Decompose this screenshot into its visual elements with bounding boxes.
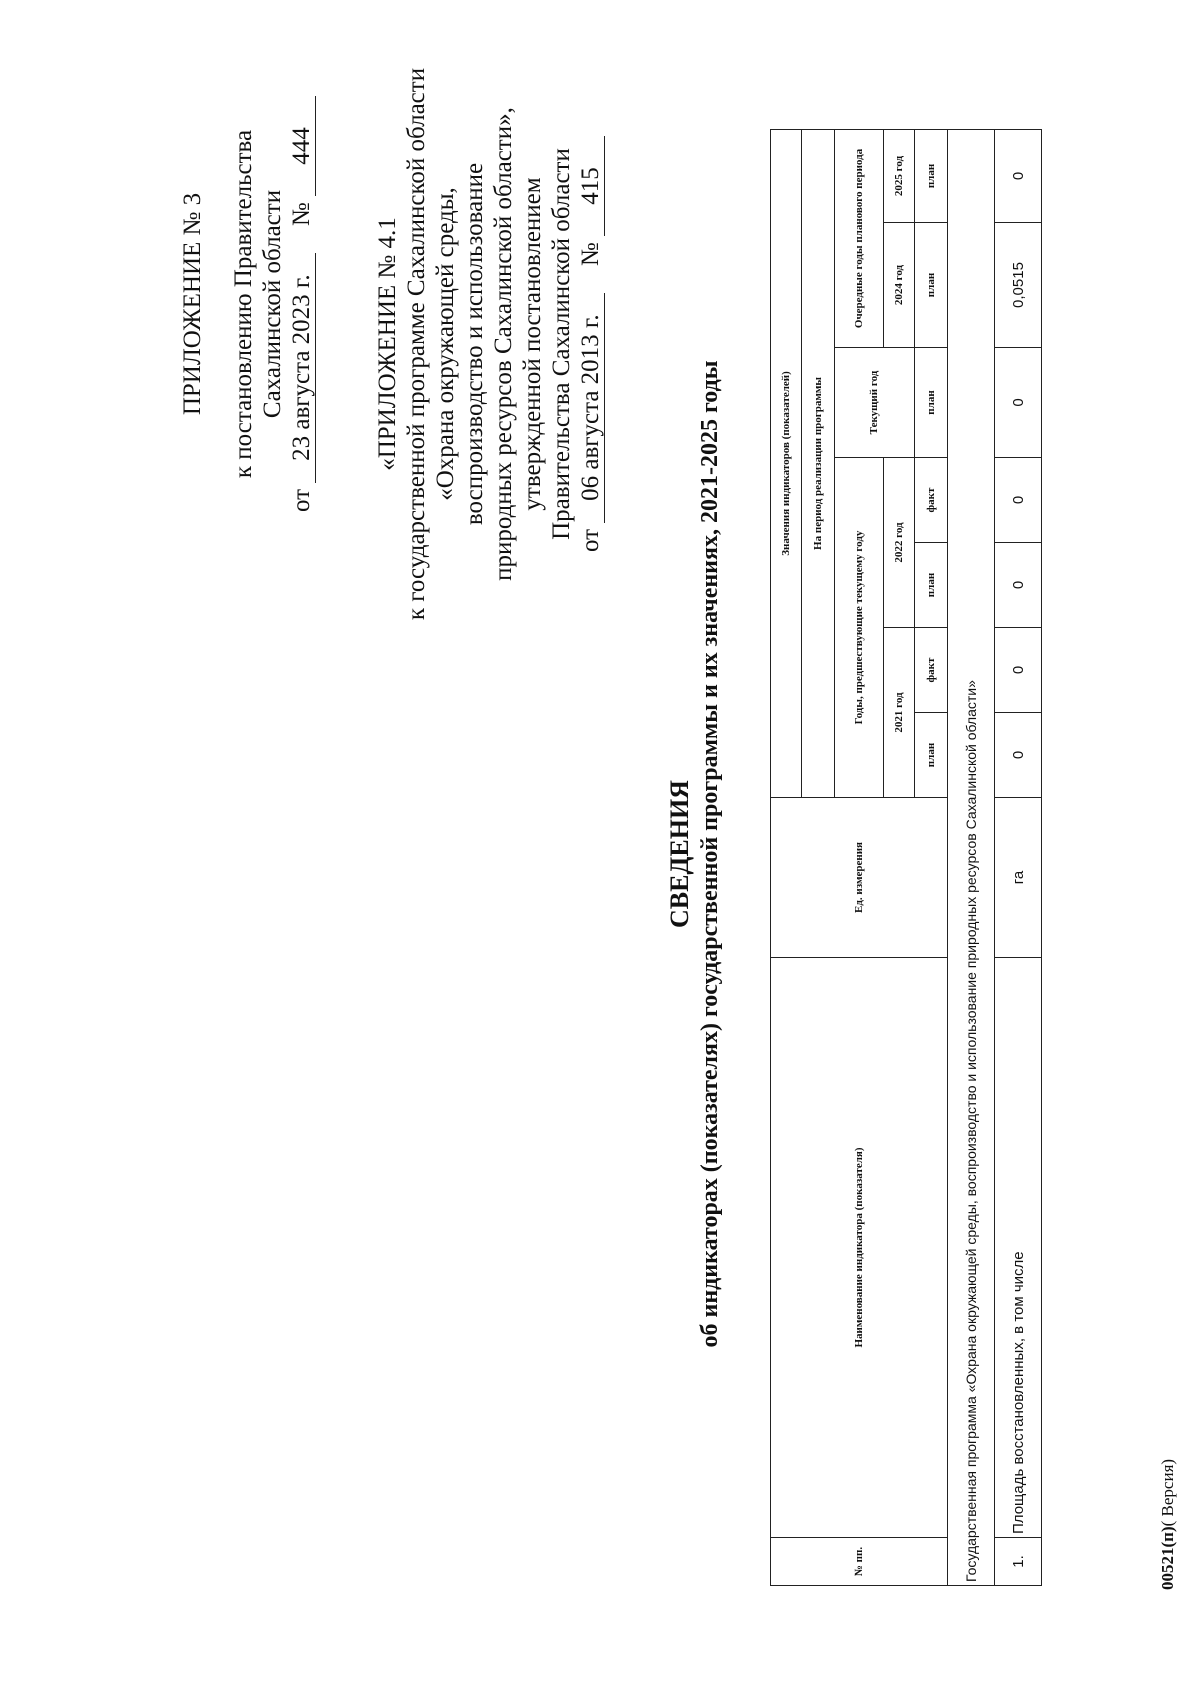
header-2025-plan: план: [915, 129, 948, 222]
appendix-3-line-1: к постановлению Правительства: [230, 129, 257, 479]
appendix-41-number: 415: [578, 136, 605, 236]
document-footer: [1158, 1459, 1178, 1590]
header-2021-plan: план: [915, 713, 948, 798]
document-subtitle: об индикаторах (показателях) государственной программы и их значениях, 2021-2025 годы: [697, 360, 723, 1348]
header-current-year: Текущий год: [835, 348, 915, 458]
cell-2023-plan: 0: [995, 348, 1042, 458]
row-name: Площадь восстановленных, в том числе: [995, 958, 1042, 1538]
appendix-41-line-5: утвержденной постановлением: [519, 177, 546, 511]
appendix-3-block: [178, 24, 316, 584]
header-values: Значения индикаторов (показателей): [771, 129, 802, 797]
appendix-41-title: «ПРИЛОЖЕНИЕ № 4.1: [374, 217, 401, 471]
row-num: 1.: [995, 1538, 1042, 1586]
header-previous-years: Годы, предшествующие текущему году: [835, 458, 884, 798]
header-period: На период реализации программы: [802, 129, 835, 797]
appendix-3-date: 23 августа 2023 г.: [289, 253, 316, 483]
header-2023-plan: план: [915, 348, 948, 458]
cell-2021-plan: 0: [995, 713, 1042, 798]
program-section-row: Государственная программа «Охрана окружающей среды, воспроизводство и использование природных ресурсов Сахалинской области»: [948, 129, 995, 1585]
appendix-3-line-2: Сахалинской области: [259, 189, 286, 419]
appendix-41-date: 06 августа 2013 г.: [578, 293, 605, 523]
header-2021-fact: факт: [915, 628, 948, 713]
footer-code: 00521(п): [1158, 1526, 1177, 1590]
cell-2022-fact: 0: [995, 458, 1042, 543]
header-2022-fact: факт: [915, 458, 948, 543]
number-label: №: [288, 202, 315, 227]
from-label: от: [577, 528, 604, 552]
table-row: [995, 129, 1042, 1585]
appendix-41-line-2: «Охрана окружающей среды,: [432, 187, 459, 501]
header-2022-plan: план: [915, 543, 948, 628]
appendix-41-block: [373, 24, 605, 664]
header-unit: Ед. измерения: [771, 798, 948, 958]
document-title: СВЕДЕНИЯ: [665, 780, 694, 928]
header-2025: 2025 год: [884, 129, 915, 222]
header-2024: 2024 год: [884, 223, 915, 348]
cell-2024-plan: 0,0515: [995, 223, 1042, 348]
indicators-table: [770, 129, 1042, 1586]
cell-2025-plan: 0: [995, 129, 1042, 222]
document-heading: [665, 154, 725, 1554]
header-next-years: Очередные годы планового периода: [835, 129, 884, 347]
number-label: №: [577, 242, 604, 267]
from-label: от: [288, 488, 315, 512]
appendix-3-number: 444: [289, 96, 316, 196]
cell-2021-fact: 0: [995, 628, 1042, 713]
header-2021: 2021 год: [884, 628, 915, 798]
appendix-41-line-1: к государственной программе Сахалинской области: [403, 67, 430, 621]
row-unit: га: [995, 798, 1042, 958]
header-name: Наименование индикатора (показателя): [771, 958, 948, 1538]
appendix-3-date-row: [287, 24, 316, 584]
header-num: № пп.: [771, 1538, 948, 1586]
header-2022: 2022 год: [884, 458, 915, 628]
appendix-3-title: ПРИЛОЖЕНИЕ № 3: [179, 192, 206, 416]
appendix-41-line-6: Правительства Сахалинской области: [548, 148, 575, 540]
appendix-41-line-4: природных ресурсов Сахалинской области»,: [490, 107, 517, 581]
header-2024-plan: план: [915, 223, 948, 348]
appendix-41-line-3: воспроизводство и использование: [461, 162, 488, 526]
cell-2022-plan: 0: [995, 543, 1042, 628]
footer-version: ( Версия): [1158, 1458, 1177, 1527]
appendix-41-date-row: [576, 24, 605, 664]
